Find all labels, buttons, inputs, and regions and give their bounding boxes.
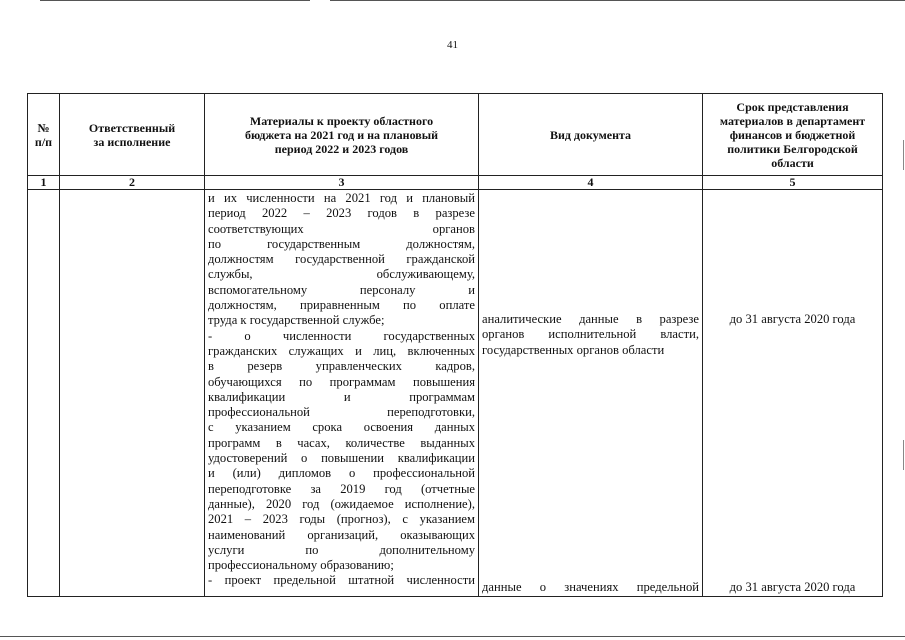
header-deadline: [703, 94, 883, 176]
doc-kind-limit-values: [482, 580, 699, 595]
header-materials-line: Материалы к проекту областного: [249, 113, 434, 128]
materials-line: - проект предельной штатной численности: [208, 573, 475, 588]
materials-line: должностям государственной гражданской: [208, 252, 475, 267]
doc-kind-line: государственных органов области: [482, 342, 665, 357]
materials-line: 2021 – 2023 годы (прогноз), с указанием: [208, 512, 475, 527]
column-number: 2: [60, 176, 205, 190]
header-materials: [205, 94, 479, 176]
materials-line: профессиональной переподготовки,: [208, 405, 475, 420]
materials-line: наименований организаций, оказывающих: [208, 527, 475, 542]
materials-line: гражданских служащих и лиц, включенных: [208, 343, 475, 358]
header-num-line: №: [37, 120, 50, 135]
scan-bottom-line: [0, 636, 905, 637]
doc-kind-line: органов исполнительной власти,: [482, 327, 699, 342]
header-responsible-line: за исполнение: [93, 134, 171, 149]
materials-line: службы, обслуживающему,: [208, 267, 475, 282]
materials-line: и (или) дипломов о профессиональной: [208, 466, 475, 481]
header-deadline-line: Срок представления: [736, 99, 849, 114]
column-number: 3: [205, 176, 479, 190]
materials-line: вспомогательному персоналу и: [208, 282, 475, 297]
header-materials-line: период 2022 и 2023 годов: [274, 141, 409, 156]
materials-line: профессиональному образованию;: [208, 558, 394, 573]
cell-doc-kind: [479, 190, 703, 597]
table-row: [28, 190, 883, 597]
doc-kind-analytics: [482, 312, 699, 358]
materials-line: в резерв управленческих кадров,: [208, 359, 475, 374]
header-doc-kind-line: Вид документа: [549, 127, 632, 142]
header-materials-line: бюджета на 2021 год и на плановый: [244, 127, 439, 142]
materials-line: и их численности на 2021 год и плановый: [208, 191, 475, 205]
materials-line: квалификации и программам: [208, 389, 475, 404]
materials-line: должностям, приравненным по оплате: [208, 298, 475, 313]
deadline-1: до 31 августа 2020 года: [729, 312, 856, 326]
header-row: [28, 94, 883, 176]
materials-line: - о численности государственных: [208, 328, 475, 343]
header-responsible-line: Ответственный: [88, 120, 176, 135]
header-responsible: [60, 94, 205, 176]
header-doc-kind: [479, 94, 703, 176]
materials-line: услуги по дополнительному: [208, 542, 475, 557]
cell-num: [28, 190, 60, 597]
materials-text: [208, 190, 475, 589]
column-number-row: [28, 176, 883, 190]
deadline-2: до 31 августа 2020 года: [729, 580, 856, 594]
scan-top-line-left: [40, 0, 310, 1]
materials-line: программ в часах, количестве выданных: [208, 435, 475, 450]
materials-line: данные), 2020 год (ожидаемое исполнение),: [208, 496, 475, 511]
cell-deadline: [703, 190, 883, 597]
materials-line: удостоверений о повышении квалификации: [208, 451, 475, 466]
materials-line: труда к государственной службе;: [208, 313, 385, 328]
materials-line: переподготовке за 2019 год (отчетные: [208, 481, 475, 496]
doc-kind-line: аналитические данные в разрезе: [482, 312, 699, 326]
column-number: 5: [703, 176, 883, 190]
materials-table: [27, 93, 883, 597]
header-deadline-line: финансов и бюджетной: [729, 127, 856, 142]
materials-line: соответствующих органов: [208, 221, 475, 236]
header-num: [28, 94, 60, 176]
scan-edge-mark: [903, 140, 904, 170]
column-number: 4: [479, 176, 703, 190]
cell-responsible: [60, 190, 205, 597]
page-number: 41: [447, 39, 458, 51]
materials-line: период 2022 – 2023 годов в разрезе: [208, 206, 475, 221]
header-num-line: п/п: [34, 134, 53, 149]
materials-line: по государственным должностям,: [208, 236, 475, 251]
column-number: 1: [28, 176, 60, 190]
materials-line: с указанием срока освоения данных: [208, 420, 475, 435]
materials-line: обучающихся по программам повышения: [208, 374, 475, 389]
scan-top-line-right: [330, 0, 905, 1]
header-deadline-line: политики Белгородской: [727, 141, 858, 156]
doc-kind-line: данные о значениях предельной: [482, 580, 699, 594]
cell-materials: [205, 190, 479, 597]
scan-edge-mark: [903, 440, 904, 470]
header-deadline-line: материалов в департамент: [719, 113, 866, 128]
header-deadline-line: области: [771, 155, 814, 170]
